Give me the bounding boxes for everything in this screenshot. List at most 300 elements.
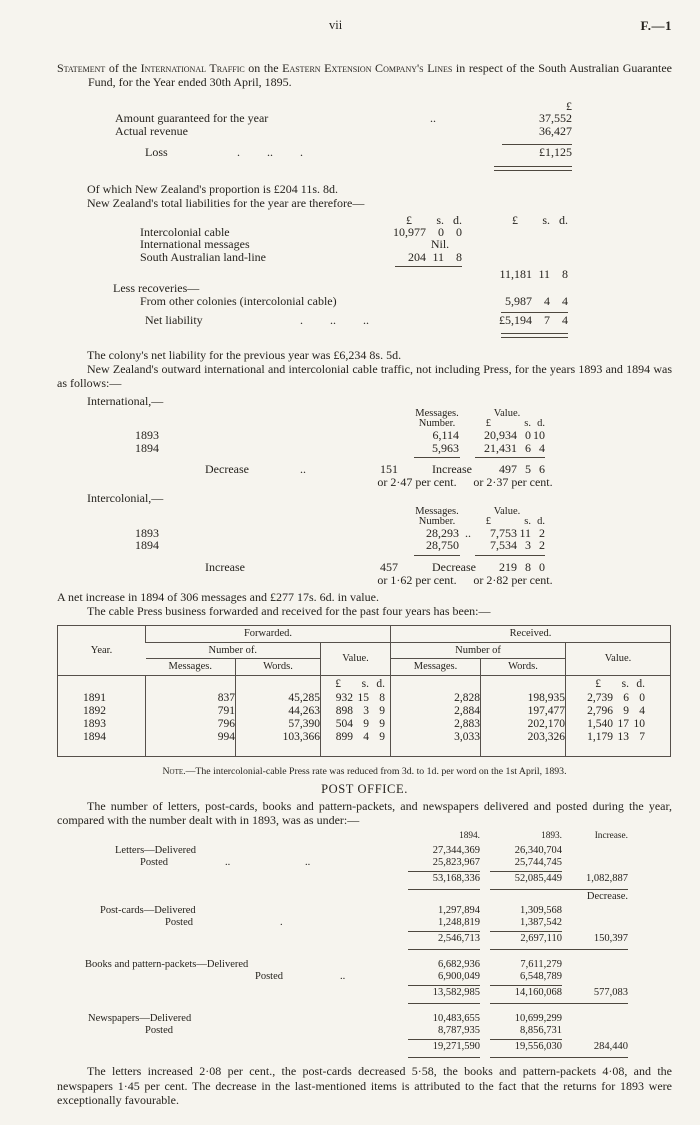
- pence: 10: [633, 718, 646, 731]
- number-of-header: Number of.: [146, 642, 321, 659]
- change-word: Decrease: [205, 462, 249, 477]
- less-recoveries-row: [57, 282, 568, 295]
- col-header-increase: Increase.: [594, 831, 628, 842]
- post-office-table: [57, 832, 672, 1059]
- leader-dots: ..: [465, 525, 471, 540]
- header-row: [57, 506, 672, 516]
- rcv-value-cell: [566, 692, 670, 705]
- liability-row: [57, 238, 568, 251]
- pounds: £5,194: [499, 312, 532, 327]
- change-value: [417, 463, 545, 476]
- change-number: 457: [380, 559, 398, 574]
- percent-value: or 2·37 per cent.: [473, 475, 553, 490]
- intercolonial-label: Intercolonial,—: [87, 491, 164, 506]
- rcv-messages-cell: 3,033: [391, 731, 481, 757]
- item-label: Intercolonial cable: [140, 224, 230, 239]
- pound-column-header: £: [566, 98, 572, 113]
- messages-header: Messages.: [415, 505, 459, 517]
- year-cell: 1891: [83, 692, 106, 705]
- shillings: 11: [432, 249, 444, 264]
- statement-word: Statement: [57, 61, 106, 75]
- note-text: —The intercolonial-cable Press rate was reduced from 3d. to 1d. per word on the 1st April, 1893.: [185, 765, 567, 777]
- pounds: 21,431: [484, 440, 517, 455]
- sum-rule: [556, 949, 628, 950]
- sum-rule: [556, 1057, 628, 1058]
- page-number: vii: [329, 18, 343, 32]
- data-row: [57, 1025, 672, 1037]
- fwd-value-cell: [321, 692, 390, 705]
- messages-column-header: Messages.: [146, 659, 236, 676]
- subtraction-rule: [475, 457, 545, 458]
- shillings: 9: [363, 718, 369, 731]
- pence: 0: [639, 692, 646, 705]
- table-row: [58, 718, 671, 731]
- sum-rule: [408, 1057, 480, 1058]
- pence: 9: [379, 705, 385, 718]
- fwd-value-cell: [321, 718, 390, 731]
- fwd-words-cell: 103,366: [236, 731, 321, 757]
- shillings: 4: [363, 731, 369, 744]
- words-column-header: Words.: [481, 659, 566, 676]
- table-row: [58, 692, 671, 705]
- pound-sign: £: [485, 418, 491, 430]
- less-recoveries-label: Less recoveries—: [113, 281, 200, 296]
- post-office-intro: The number of letters, post-cards, books and pattern-packets, and newspapers delivered and posted during the year, compared with the number dealt with in 1893, was as under:—: [57, 798, 672, 828]
- pence: 8: [456, 249, 462, 264]
- item-label: South Australian land-line: [140, 249, 266, 264]
- change-number: 151: [380, 462, 398, 477]
- change-value: [417, 561, 545, 574]
- value: [417, 442, 545, 455]
- decrease-value: 577,083: [593, 987, 628, 999]
- rcv-messages-cell: 2,884: [391, 705, 481, 718]
- total-row: [57, 1041, 672, 1054]
- value-1893: 1,309,568: [520, 905, 562, 917]
- subtraction-rule: [475, 555, 545, 556]
- guaranteed-label: Amount guaranteed for the year: [115, 110, 269, 125]
- value-1893: 6,548,789: [520, 970, 562, 982]
- number-header: Number.: [418, 418, 456, 430]
- row-label: Letters—Delivered: [115, 845, 197, 857]
- liability-row: [57, 251, 568, 264]
- company-lines-word: Eastern Extension Company's Lines: [282, 61, 453, 75]
- number-of-header: Number of: [391, 642, 566, 659]
- data-row: [57, 857, 672, 869]
- statement-intro: [57, 61, 672, 90]
- pound-sign: £: [485, 515, 491, 527]
- money-header: [321, 678, 390, 691]
- press-intro: The cable Press business forwarded and received for the past four years has been:—: [87, 603, 491, 618]
- pounds: 20,934: [484, 428, 517, 443]
- value-1894: 6,900,049: [438, 970, 480, 982]
- leader-dots: . .. .: [237, 144, 303, 159]
- subheader-row: [57, 516, 672, 527]
- pence-header: d.: [559, 212, 568, 227]
- subtraction-rule: [414, 555, 460, 556]
- leader-dots: .: [280, 916, 283, 928]
- item-value: [356, 251, 462, 264]
- liability-row: [57, 226, 568, 239]
- col-header-1894: 1894.: [459, 831, 480, 842]
- total-1894: 13,582,985: [432, 987, 480, 999]
- value-1894: 25,823,967: [432, 856, 480, 868]
- value: [417, 429, 545, 442]
- rcv-value-cell: [566, 718, 670, 731]
- pence: 4: [562, 293, 568, 308]
- messages-count: 5,963: [432, 440, 459, 455]
- pounds: 898: [335, 705, 353, 718]
- pounds: 2,796: [587, 705, 614, 718]
- intro-text-1: of the: [105, 61, 141, 75]
- percent-value: or 2·82 per cent.: [473, 572, 553, 587]
- row-label: Books and pattern-packets—Delivered: [85, 959, 249, 971]
- value-1893: 7,611,279: [520, 959, 562, 971]
- data-row: [57, 1013, 672, 1025]
- intro-text-2: on the: [244, 61, 283, 75]
- pence: 0: [456, 224, 462, 239]
- total-1894: 19,271,590: [432, 1041, 480, 1053]
- shillings: 13: [617, 731, 630, 744]
- loss-value: £1,125: [539, 144, 572, 159]
- sum-rule: [408, 1003, 480, 1004]
- year: 1893: [135, 428, 159, 443]
- pound-sign: £: [595, 677, 602, 690]
- leader-dots: ..: [430, 110, 436, 125]
- sum-rule: [408, 931, 480, 932]
- words-column-header: Words.: [236, 659, 321, 676]
- note-label: Note.: [162, 765, 186, 777]
- change-word: Increase: [432, 462, 472, 477]
- guaranteed-value: 37,552: [539, 110, 572, 125]
- pounds: 5,987: [505, 293, 532, 308]
- received-group-header: Received.: [391, 626, 671, 643]
- sum-rule: [490, 1003, 562, 1004]
- sum-rule: [556, 1003, 628, 1004]
- pence: 4: [639, 705, 646, 718]
- international-traffic-word: International Traffic: [140, 61, 245, 75]
- pound-sign: £: [512, 212, 518, 227]
- fwd-words-cell: 44,263: [236, 705, 321, 718]
- shillings: 6: [525, 440, 531, 455]
- rcv-messages-cell: 2,828: [391, 692, 481, 705]
- guaranteed-row: [57, 112, 572, 125]
- row-label: Posted: [140, 856, 169, 868]
- shillings: 5: [525, 462, 531, 477]
- proportion-line: Of which New Zealand's proportion is £204 11s. 8d.: [87, 181, 339, 196]
- pence: 9: [379, 731, 385, 744]
- pence-header: d.: [636, 677, 646, 690]
- shillings: 3: [363, 705, 369, 718]
- decrease-value: 284,440: [593, 1041, 628, 1053]
- sum-rule: [408, 1039, 480, 1040]
- value-1894: 1,248,819: [438, 916, 480, 928]
- shillings-header: s.: [361, 677, 369, 690]
- table-row: [58, 705, 671, 718]
- recovery-row: [57, 295, 568, 308]
- liabilities-intro: New Zealand's total liabilities for the year are therefore—: [87, 196, 365, 211]
- revenue-row: [57, 125, 572, 138]
- year-row: [57, 442, 672, 455]
- leader-dots: . .. ..: [300, 312, 369, 327]
- total-1893: 2,697,110: [520, 933, 562, 945]
- pence-header: d.: [537, 418, 545, 430]
- decrease-value: 150,397: [593, 933, 628, 945]
- pence: 4: [562, 312, 568, 327]
- fwd-value-cell: [321, 705, 390, 718]
- value-1894: 6,682,936: [438, 959, 480, 971]
- value-1894: 10,483,655: [432, 1013, 480, 1025]
- rcv-words-cell: 202,170: [481, 718, 566, 731]
- net-liability-label: Net liability: [145, 312, 203, 327]
- leader-dots: ..: [300, 462, 306, 477]
- fwd-messages-cell: 994: [146, 731, 236, 757]
- value-header: Value.: [493, 505, 521, 517]
- messages-count: 28,293: [426, 525, 459, 540]
- pounds: 11,181: [499, 267, 532, 282]
- money-header-row: [57, 214, 568, 226]
- sum-rule: [490, 871, 562, 872]
- pound-sign: £: [406, 212, 412, 227]
- data-row: [57, 917, 672, 929]
- rcv-messages-cell: 2,883: [391, 718, 481, 731]
- shillings: 17: [617, 718, 630, 731]
- table-row: [58, 731, 671, 757]
- value-1893: 1,387,542: [520, 916, 562, 928]
- pence: 7: [639, 731, 646, 744]
- loss-label: Loss: [145, 144, 168, 159]
- revenue-label: Actual revenue: [115, 123, 188, 138]
- year-row: [57, 539, 672, 552]
- shillings: 7: [544, 312, 550, 327]
- data-row: [57, 971, 672, 983]
- forwarded-group-header: Forwarded.: [146, 626, 391, 643]
- leader-dots: ..: [340, 970, 346, 982]
- messages-column-header: Messages.: [391, 659, 481, 676]
- money-header: [566, 678, 670, 691]
- pence: 2: [539, 538, 545, 553]
- sum-rule: [490, 985, 562, 986]
- loss-row: [57, 146, 572, 162]
- shillings: 11: [538, 267, 550, 282]
- column-header-row: [57, 832, 672, 845]
- net-liability-value: [462, 314, 568, 327]
- rcv-value-cell: [566, 731, 670, 744]
- year-cell: 1892: [83, 705, 106, 718]
- fwd-words-cell: 57,390: [236, 718, 321, 731]
- pence-header: d.: [453, 212, 462, 227]
- money-header: [417, 516, 545, 527]
- messages-count: 28,750: [426, 538, 459, 553]
- value-1893: 26,340,704: [514, 845, 562, 857]
- rcv-words-cell: 203,326: [481, 731, 566, 757]
- pence: 2: [539, 525, 545, 540]
- shillings: 9: [623, 705, 630, 718]
- sum-rule: [408, 949, 480, 950]
- leader-dots: ..: [225, 856, 231, 868]
- change-word: Increase: [205, 559, 245, 574]
- recovery-label: From other colonies (intercolonial cable): [140, 293, 337, 308]
- year-row: [57, 429, 672, 442]
- value-1894: 1,297,894: [438, 905, 480, 917]
- year: 1894: [135, 538, 159, 553]
- year-cell: 1894: [83, 731, 106, 744]
- pounds: 497: [499, 462, 517, 477]
- col-header-1893: 1893.: [541, 831, 562, 842]
- rcv-words-cell: 197,477: [481, 705, 566, 718]
- press-business-table: [57, 625, 671, 757]
- nil-value: Nil.: [430, 237, 450, 252]
- total-1893: 14,160,068: [514, 987, 562, 999]
- value-1894: 8,787,935: [438, 1024, 480, 1036]
- fwd-messages-cell: 837: [146, 692, 236, 705]
- pence: 10: [533, 428, 545, 443]
- sum-rule: [490, 931, 562, 932]
- row-label: Posted: [255, 970, 284, 982]
- value-1894: 27,344,369: [432, 845, 480, 857]
- fwd-messages-cell: 791: [146, 705, 236, 718]
- liabilities-table: [57, 214, 568, 339]
- row-label: Posted: [145, 1024, 174, 1036]
- shillings: 15: [357, 692, 369, 705]
- post-office-heading: POST OFFICE.: [321, 781, 408, 796]
- net-liability-row: [57, 314, 568, 330]
- shillings-header: s.: [542, 212, 550, 227]
- header-row: [57, 408, 672, 418]
- pence-header: d.: [537, 515, 545, 527]
- total-double-rule: [501, 333, 568, 338]
- pence: 9: [379, 718, 385, 731]
- year-column-header: Year.: [58, 626, 146, 676]
- percent-messages: or 2·47 per cent.: [377, 475, 457, 490]
- value-1893: 25,744,745: [514, 856, 562, 868]
- percent-row: [57, 574, 672, 586]
- pounds: 504: [335, 718, 353, 731]
- pence: 8: [562, 267, 568, 282]
- sum-rule: [490, 949, 562, 950]
- pounds: 204: [408, 249, 426, 264]
- total-row: [57, 933, 672, 946]
- increase-value: 1,082,887: [586, 873, 628, 885]
- total-1893: 19,556,030: [514, 1041, 562, 1053]
- pence-header: d.: [376, 677, 385, 690]
- pounds: 1,540: [587, 718, 614, 731]
- pence: 0: [539, 559, 545, 574]
- data-row: [57, 959, 672, 971]
- sum-rule: [490, 889, 562, 890]
- pounds: 932: [335, 692, 353, 705]
- sum-rule: [490, 1039, 562, 1040]
- pounds: 10,977: [393, 224, 426, 239]
- messages-header: Messages.: [415, 408, 459, 420]
- shillings-header: s.: [524, 515, 531, 527]
- row-label: Posted: [165, 916, 194, 928]
- fwd-words-cell: 45,285: [236, 692, 321, 705]
- money-header-row: [58, 675, 671, 692]
- total-1894: 53,168,336: [432, 873, 480, 885]
- pence: 6: [539, 462, 545, 477]
- rcv-value-cell: [566, 705, 670, 718]
- total-1894: 2,546,713: [438, 933, 480, 945]
- pound-sign: £: [335, 677, 341, 690]
- pounds: 7,534: [490, 538, 517, 553]
- data-row: [57, 905, 672, 917]
- shillings-header: s.: [436, 212, 444, 227]
- total-row: [57, 987, 672, 1000]
- subtotal-row: [57, 268, 568, 282]
- change-word: Decrease: [432, 559, 476, 574]
- pounds: 2,739: [587, 692, 614, 705]
- sum-rule: [408, 985, 480, 986]
- value-1893: 10,699,299: [514, 1013, 562, 1025]
- recovery-value: [462, 295, 568, 308]
- sum-rule: [490, 1057, 562, 1058]
- pounds: 7,753: [490, 525, 517, 540]
- decrease-label: Decrease.: [586, 891, 628, 903]
- shillings: 0: [438, 224, 444, 239]
- percent-row: [57, 476, 672, 488]
- total-row: [57, 873, 672, 886]
- shillings-header: s.: [621, 677, 630, 690]
- data-row: [57, 845, 672, 857]
- revenue-value: 36,427: [539, 123, 572, 138]
- shillings: 4: [544, 293, 550, 308]
- change-row: [57, 463, 672, 476]
- year-cell: 1893: [83, 718, 106, 731]
- row-label: Post-cards—Delivered: [100, 905, 196, 917]
- subtotal-value: [462, 268, 568, 281]
- decrease-label-row: [57, 891, 672, 905]
- sum-rule: [408, 871, 480, 872]
- number-header: Number.: [418, 515, 456, 527]
- intro-text-3: in respect of the South Australian Guarantee Fund, for the Year ended 30th April, 1895.: [88, 61, 672, 90]
- doc-reference: F.—1: [640, 18, 672, 33]
- total-double-rule: [494, 166, 572, 171]
- messages-count: 6,114: [432, 428, 459, 443]
- rcv-words-cell: 198,935: [481, 692, 566, 705]
- value-column-header: Value.: [566, 642, 671, 675]
- sum-rule: [408, 889, 480, 890]
- shillings: 8: [525, 559, 531, 574]
- row-label: Newspapers—Delivered: [88, 1013, 192, 1025]
- press-rate-note: [57, 766, 672, 778]
- value-column-header: Value.: [321, 642, 391, 675]
- item-label: International messages: [140, 237, 250, 252]
- subtraction-rule: [395, 266, 462, 267]
- total-1893: 52,085,449: [514, 873, 562, 885]
- pence: 4: [539, 440, 545, 455]
- pounds: 899: [335, 731, 353, 744]
- previous-year-line: The colony's net liability for the previous year was £6,234 8s. 5d.: [87, 347, 402, 362]
- year: 1894: [135, 440, 159, 455]
- money-header: [462, 214, 568, 227]
- value-header: Value.: [493, 408, 521, 420]
- change-row: [57, 561, 672, 574]
- sum-rule: [556, 889, 628, 890]
- shillings: 3: [525, 538, 531, 553]
- traffic-intro: New Zealand's outward international and intercolonial cable traffic, not including Press, for the years 1893 and 1894 was as follows:—: [57, 361, 672, 391]
- shillings: 0: [525, 428, 531, 443]
- guarantee-summary: [57, 100, 572, 172]
- net-increase-line: A net increase in 1894 of 306 messages and £277 17s. 6d. in value.: [57, 589, 379, 604]
- closing-paragraph: The letters increased 2·08 per cent., the post-cards decreased 5·58, the books and pattern-packets 4·08, and the newspapers 1·45 per cent. The decrease in the last-mentioned items is attributed to the fact that the returns for 1893 were exceptionally favourable.: [57, 1064, 672, 1108]
- subtraction-rule: [414, 457, 460, 458]
- international-table: [57, 408, 672, 488]
- shillings: 6: [623, 692, 630, 705]
- value-1893: 8,856,731: [520, 1024, 562, 1036]
- shillings-header: s.: [524, 418, 531, 430]
- value: [417, 539, 545, 552]
- shillings: 11: [519, 525, 531, 540]
